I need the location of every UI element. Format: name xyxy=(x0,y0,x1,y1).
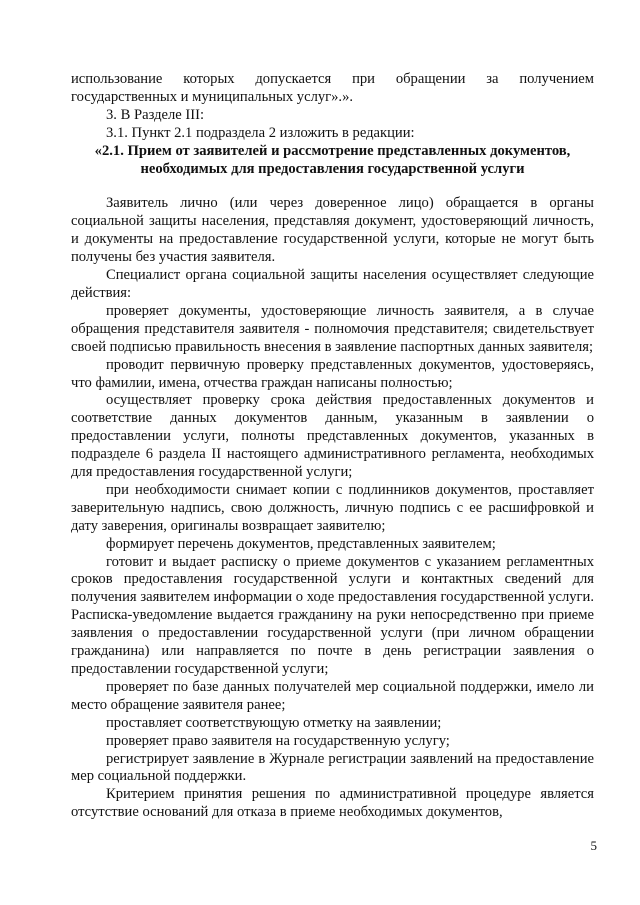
paragraph: готовит и выдает расписку о приеме документов с указанием регламентных сроков предоставления государственной услуги и контактных сведений для получения заявителем информации о ходе предоставления государственной услуги. Расписка-уведомление выдается гражданину на руки непосредственно при приеме заявления о предоставлении государственной услуги (при личном обращении гражданина) или направляется по почте в день регистрации заявления о предоставлении государственной услуги; xyxy=(71,553,594,677)
paragraph: Заявитель лично (или через доверенное лицо) обращается в органы социальной защиты населения, представляя документ, удостоверяющий личность, и документы на предоставление государственной услуги, которые не могут быть получены без участия заявителя. xyxy=(71,195,594,266)
section-line: 3. В Разделе III: xyxy=(106,106,205,123)
paragraph: Критерием принятия решения по административной процедуре является отсутствие оснований для отказа в приеме необходимых документов, xyxy=(71,786,594,821)
section-heading-line-2: необходимых для предоставления государственной услуги xyxy=(140,160,525,177)
paragraph: при необходимости снимает копии с подлинников документов, проставляет заверительную надпись, свою должность, личную подпись с ее расшифровкой и дату заверения, оригиналы возвращает заявителю; xyxy=(71,481,594,534)
paragraph: использование которых допускается при обращении за получением государственных и муниципальных услуг».». xyxy=(71,71,594,105)
paragraph: регистрирует заявление в Журнале регистрации заявлений на предоставление мер социальной поддержки. xyxy=(71,750,594,785)
paragraph: проверяет право заявителя на государственную услугу; xyxy=(106,732,450,749)
paragraph: осуществляет проверку срока действия предоставленных документов и соответствие данных документов данным, указанным в заявлении о предоставлении услуги, полноты представленных документов, указанных в подразделе 6 раздела II настоящего административного регламента, необходимых для предоставления государственной услуги; xyxy=(71,392,594,481)
document-body xyxy=(71,71,594,822)
subsection-line: 3.1. Пункт 2.1 подраздела 2 изложить в редакции: xyxy=(106,124,415,141)
page-number: 5 xyxy=(590,838,597,853)
paragraph: проводит первичную проверку представленных документов, удостоверяясь, что фамилии, имена, отчества граждан написаны полностью; xyxy=(71,356,594,391)
paragraph: формирует перечень документов, представленных заявителем; xyxy=(106,535,496,552)
paragraph: проверяет по базе данных получателей мер социальной поддержки, имело ли место обращение заявителя ранее; xyxy=(71,678,594,713)
section-heading-line-1: «2.1. Прием от заявителей и рассмотрение представленных документов, xyxy=(94,142,571,159)
paragraph: проставляет соответствующую отметку на заявлении; xyxy=(106,714,442,731)
paragraph: Специалист органа социальной защиты населения осуществляет следующие действия: xyxy=(71,267,594,301)
paragraph: проверяет документы, удостоверяющие личность заявителя, а в случае обращения представителя заявителя - полномочия представителя; свидетельствует своей подписью правильность внесения в заявление паспортных данных заявителя; xyxy=(71,302,594,355)
spacer xyxy=(71,178,594,195)
